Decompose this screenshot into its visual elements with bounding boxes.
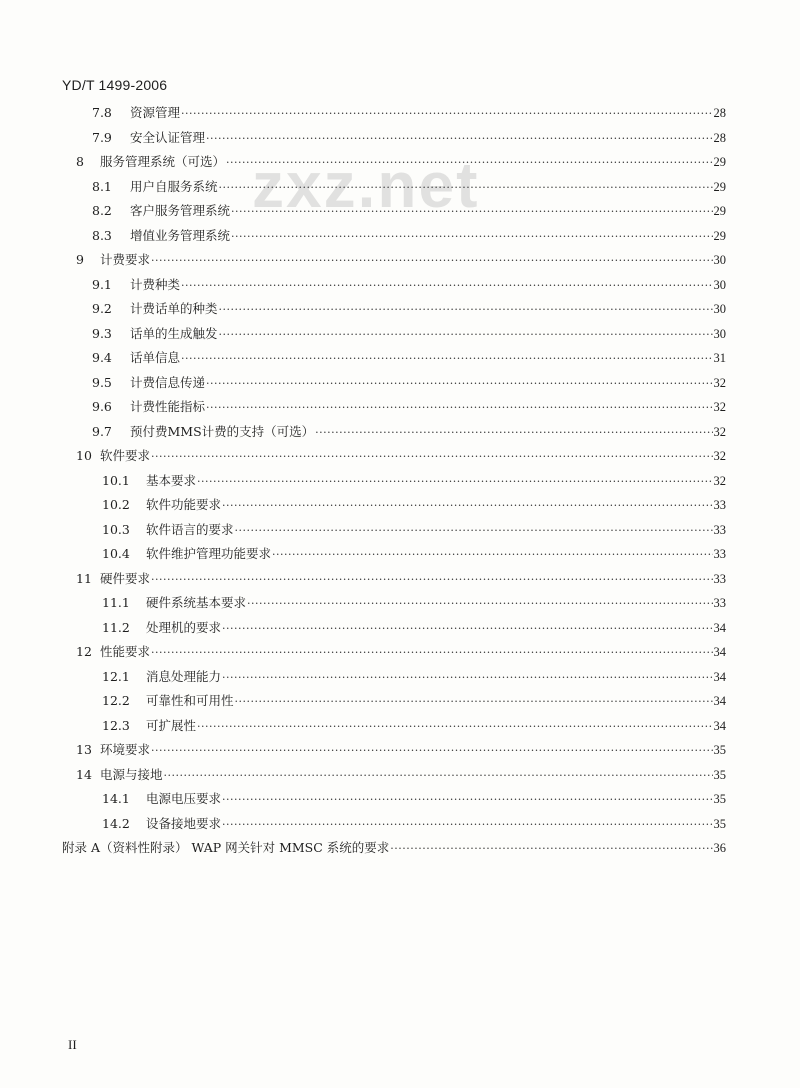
toc-entry xyxy=(62,520,726,545)
toc-entry-page: 34 xyxy=(713,620,726,635)
toc-entry xyxy=(62,495,726,520)
toc-entry-title: 消息处理能力 xyxy=(146,668,222,684)
toc-entry-number: 10 xyxy=(76,448,92,463)
toc-leader-dots xyxy=(219,181,713,194)
toc-entry-title: 基本要求 xyxy=(146,472,197,488)
toc-leader-dots xyxy=(206,377,712,390)
toc-entry-number: 10.2 xyxy=(102,497,130,512)
toc-entry-number: 14.2 xyxy=(102,815,130,831)
toc-entry xyxy=(62,275,726,300)
toc-entry-title: 硬件系统基本要求 xyxy=(146,595,247,610)
toc-entry xyxy=(62,593,726,618)
toc-entry-page: 34 xyxy=(713,645,726,659)
toc-entry-title: 处理机的要求 xyxy=(146,619,222,635)
toc-entry-page: 33 xyxy=(713,596,726,610)
toc-entry-number: 9.7 xyxy=(92,423,112,439)
toc-leader-dots xyxy=(272,548,712,561)
toc-entry-number: 8.1 xyxy=(92,178,112,194)
toc-entry-number: 11 xyxy=(76,570,92,586)
toc-entry xyxy=(62,569,726,594)
toc-entry-title: 资源管理 xyxy=(130,105,181,120)
toc-entry-page: 30 xyxy=(713,277,726,292)
toc-entry-number: 12.2 xyxy=(102,693,130,708)
toc-entry-title: 话单的生成触发 xyxy=(130,325,218,341)
toc-entry-page: 32 xyxy=(713,473,726,488)
toc-entry-number: 12.1 xyxy=(102,668,130,684)
toc-entry-page: 29 xyxy=(713,155,726,169)
toc-entry-title: 增值业务管理系统 xyxy=(130,227,231,243)
toc-entry-page: 35 xyxy=(713,816,726,831)
toc-entry-number: 9.6 xyxy=(92,399,112,414)
toc-entry-title: 电源与接地 xyxy=(100,766,163,782)
toc-entry xyxy=(62,789,726,814)
toc-leader-dots xyxy=(181,279,712,292)
watermark: zxz.net xyxy=(252,149,480,221)
toc-entry-number: 14.1 xyxy=(102,791,130,806)
toc-entry-page: 35 xyxy=(713,767,726,782)
toc-entry-page: 32 xyxy=(713,400,726,414)
toc-entry-number: 11.2 xyxy=(102,619,130,635)
toc-entry-page: 34 xyxy=(713,669,726,684)
toc-entry-title: 软件功能要求 xyxy=(146,497,222,512)
toc-entry-page: 33 xyxy=(713,498,726,512)
toc-entry-page: 30 xyxy=(713,326,726,341)
toc-leader-dots xyxy=(222,499,712,512)
toc-leader-dots xyxy=(151,450,712,463)
toc-entry xyxy=(62,250,726,275)
toc-entry xyxy=(62,201,726,226)
toc-entry xyxy=(62,373,726,398)
toc-entry-title: 客户服务管理系统 xyxy=(130,203,231,218)
toc-leader-dots xyxy=(315,426,712,439)
toc-entry-number: 9.4 xyxy=(92,350,112,365)
toc-entry xyxy=(62,324,726,349)
toc-entry xyxy=(62,814,726,839)
toc-leader-dots xyxy=(222,622,712,635)
toc-leader-dots xyxy=(181,107,712,120)
toc-entry-title: 软件要求 xyxy=(100,448,151,463)
toc-entry-page: 36 xyxy=(713,841,726,855)
toc-entry xyxy=(62,642,726,667)
toc-leader-dots xyxy=(164,769,713,782)
toc-entry xyxy=(62,838,726,863)
toc-entry xyxy=(62,422,726,447)
toc-entry-page: 32 xyxy=(713,449,726,463)
table-of-contents xyxy=(62,103,726,863)
toc-entry xyxy=(62,667,726,692)
toc-leader-dots xyxy=(219,303,713,316)
toc-entry-number: 11.1 xyxy=(102,595,130,610)
toc-entry xyxy=(62,471,726,496)
toc-entry-number: 14 xyxy=(76,766,92,782)
toc-leader-dots xyxy=(231,230,712,243)
toc-entry-page: 30 xyxy=(713,302,726,316)
toc-entry xyxy=(62,397,726,422)
toc-leader-dots xyxy=(235,695,713,708)
toc-entry-number: 7.8 xyxy=(92,105,112,120)
toc-entry-page: 34 xyxy=(713,694,726,708)
toc-leader-dots xyxy=(222,671,712,684)
toc-entry xyxy=(62,691,726,716)
toc-entry-title: 计费种类 xyxy=(130,276,181,292)
toc-entry-page: 33 xyxy=(713,522,726,537)
toc-entry-page: 32 xyxy=(713,424,726,439)
toc-entry-number: 7.9 xyxy=(92,129,112,145)
toc-entry-number: 9.2 xyxy=(92,301,112,316)
toc-entry-page: 30 xyxy=(713,253,726,267)
toc-entry-number: 9.1 xyxy=(92,276,112,292)
toc-entry-page: 28 xyxy=(713,106,726,120)
toc-leader-dots xyxy=(231,205,712,218)
page-number: II xyxy=(68,1037,77,1052)
toc-entry-number: 9.3 xyxy=(92,325,112,341)
toc-entry-title: 可扩展性 xyxy=(146,717,197,733)
toc-entry-page: 33 xyxy=(713,571,726,586)
toc-entry xyxy=(62,348,726,373)
toc-entry-title: 话单信息 xyxy=(130,350,181,365)
toc-entry xyxy=(62,765,726,790)
toc-entry-title: 环境要求 xyxy=(100,742,151,757)
toc-entry-title: 计费要求 xyxy=(100,252,151,267)
toc-entry-title: 性能要求 xyxy=(100,644,151,659)
toc-entry-page: 33 xyxy=(713,547,726,561)
toc-entry-title: 计费信息传递 xyxy=(130,374,206,390)
toc-entry xyxy=(62,740,726,765)
toc-entry-title: 安全认证管理 xyxy=(130,129,206,145)
toc-entry xyxy=(62,152,726,177)
toc-entry-title: 用户自服务系统 xyxy=(130,178,218,194)
toc-leader-dots xyxy=(390,842,712,855)
toc-entry-page: 29 xyxy=(713,228,726,243)
toc-leader-dots xyxy=(226,156,712,169)
toc-entry-number: 12 xyxy=(76,644,92,659)
toc-entry-number: 8.3 xyxy=(92,227,112,243)
toc-entry-title: 硬件要求 xyxy=(100,570,151,586)
toc-entry-page: 28 xyxy=(713,130,726,145)
document-header: YD/T 1499-2006 xyxy=(62,77,168,93)
toc-leader-dots xyxy=(151,254,712,267)
toc-entry xyxy=(62,299,726,324)
toc-entry-number: 13 xyxy=(76,742,92,757)
toc-entry-title: 可靠性和可用性 xyxy=(146,693,234,708)
toc-entry-number: 8.2 xyxy=(92,203,112,218)
toc-entry-title: 服务管理系统（可选） xyxy=(100,154,226,169)
toc-leader-dots xyxy=(222,793,712,806)
toc-entry-title: 附录 A（资料性附录） WAP 网关针对 MMSC 系统的要求 xyxy=(62,840,390,855)
toc-entry-number: 12.3 xyxy=(102,717,130,733)
toc-entry-title: 软件维护管理功能要求 xyxy=(146,546,272,561)
toc-entry-number: 10.3 xyxy=(102,521,130,537)
toc-leader-dots xyxy=(151,573,712,586)
toc-leader-dots xyxy=(197,720,712,733)
toc-leader-dots xyxy=(247,597,712,610)
toc-entry xyxy=(62,716,726,741)
toc-entry-number: 8 xyxy=(76,154,84,169)
toc-leader-dots xyxy=(222,818,712,831)
toc-entry-page: 31 xyxy=(713,351,726,365)
toc-entry-page: 35 xyxy=(713,792,726,806)
toc-entry-number: 10.4 xyxy=(102,546,130,561)
toc-leader-dots xyxy=(151,744,712,757)
toc-entry-title: 软件语言的要求 xyxy=(146,521,234,537)
toc-entry-number: 9.5 xyxy=(92,374,112,390)
toc-entry-page: 35 xyxy=(713,743,726,757)
toc-entry xyxy=(62,544,726,569)
toc-leader-dots xyxy=(235,524,713,537)
toc-entry xyxy=(62,128,726,153)
toc-leader-dots xyxy=(197,475,712,488)
toc-entry-number: 9 xyxy=(76,252,84,267)
toc-entry-page: 29 xyxy=(713,204,726,218)
toc-entry-page: 34 xyxy=(713,718,726,733)
toc-entry-title: 计费话单的种类 xyxy=(130,301,218,316)
toc-entry xyxy=(62,177,726,202)
toc-entry xyxy=(62,103,726,128)
toc-entry xyxy=(62,226,726,251)
toc-entry-page: 29 xyxy=(713,179,726,194)
toc-leader-dots xyxy=(151,646,712,659)
toc-entry-number: 10.1 xyxy=(102,472,130,488)
toc-entry xyxy=(62,446,726,471)
toc-leader-dots xyxy=(206,401,712,414)
toc-entry-title: 预付费MMS计费的支持（可选） xyxy=(130,423,315,439)
toc-entry xyxy=(62,618,726,643)
toc-entry-title: 电源电压要求 xyxy=(146,791,222,806)
toc-entry-title: 设备接地要求 xyxy=(146,815,222,831)
toc-leader-dots xyxy=(206,132,712,145)
toc-leader-dots xyxy=(219,328,713,341)
toc-entry-page: 32 xyxy=(713,375,726,390)
toc-leader-dots xyxy=(181,352,712,365)
toc-entry-title: 计费性能指标 xyxy=(130,399,206,414)
